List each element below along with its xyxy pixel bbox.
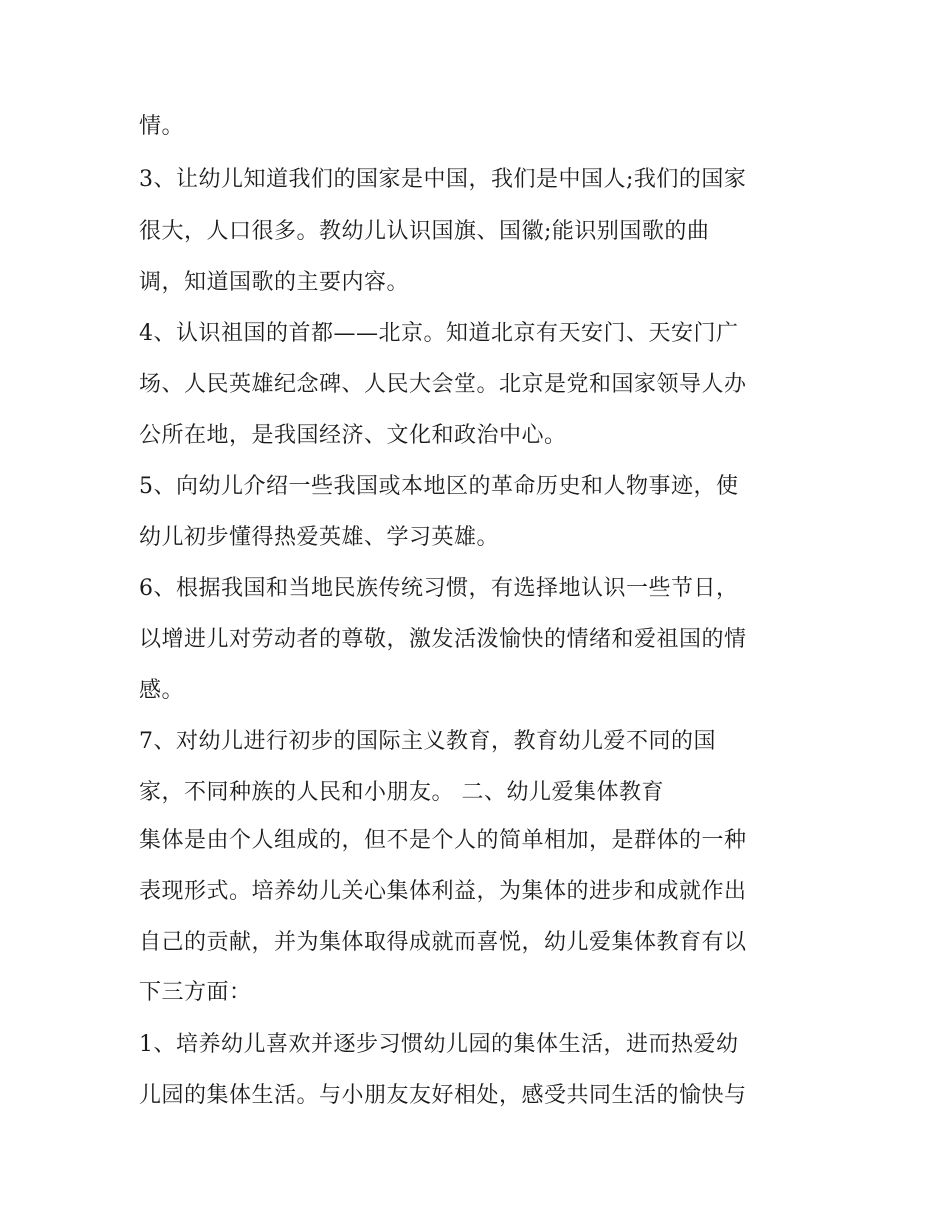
text-line: 集体是由个人组成的，但不是个人的简单相加，是群体的一种 — [139, 828, 747, 853]
text-line: 公所在地，是我国经济、文化和政治中心。 — [139, 423, 567, 448]
text-line: 情。 — [139, 114, 185, 139]
text-line: 下三方面： — [139, 980, 252, 1005]
text-line: 自己的贡献，并为集体取得成就而喜悦，幼儿爱集体教育有以 — [139, 930, 747, 955]
text-line: 感。 — [139, 678, 185, 703]
text-line: 以增进儿对劳动者的尊敬，激发活泼愉快的情绪和爱祖国的情 — [139, 627, 747, 652]
text-line: 7、对幼儿进行初步的国际主义教育，教育幼儿爱不同的国 — [139, 729, 716, 754]
text-line: 5、向幼儿介绍一些我国或本地区的革命历史和人物事迹，使 — [139, 474, 739, 499]
text-line: 调，知道国歌的主要内容。 — [139, 270, 410, 295]
text-line: 6、根据我国和当地民族传统习惯，有选择地认识一些节日， — [139, 576, 739, 601]
text-line: 场、人民英雄纪念碑、人民大会堂。北京是党和国家领导人办 — [139, 372, 747, 397]
text-line: 很大，人口很多。教幼儿认识国旗、国徽;能识别国歌的曲 — [139, 219, 710, 244]
text-line: 幼儿初步懂得热爱英雄、学习英雄。 — [139, 525, 500, 550]
text-line: 3、让幼儿知道我们的国家是中国，我们是中国人;我们的国家 — [139, 167, 747, 192]
text-line: 儿园的集体生活。与小朋友友好相处，感受共同生活的愉快与 — [139, 1083, 747, 1108]
text-line: 1、培养幼儿喜欢并逐步习惯幼儿园的集体生活，进而热爱幼 — [139, 1032, 739, 1057]
text-line: 4、认识祖国的首都——北京。知道北京有天安门、天安门广 — [139, 321, 739, 346]
text-line: 家，不同种族的人民和小朋友。 二、幼儿爱集体教育 — [139, 780, 664, 805]
text-line: 表现形式。培养幼儿关心集体利益，为集体的进步和成就作出 — [139, 879, 747, 904]
